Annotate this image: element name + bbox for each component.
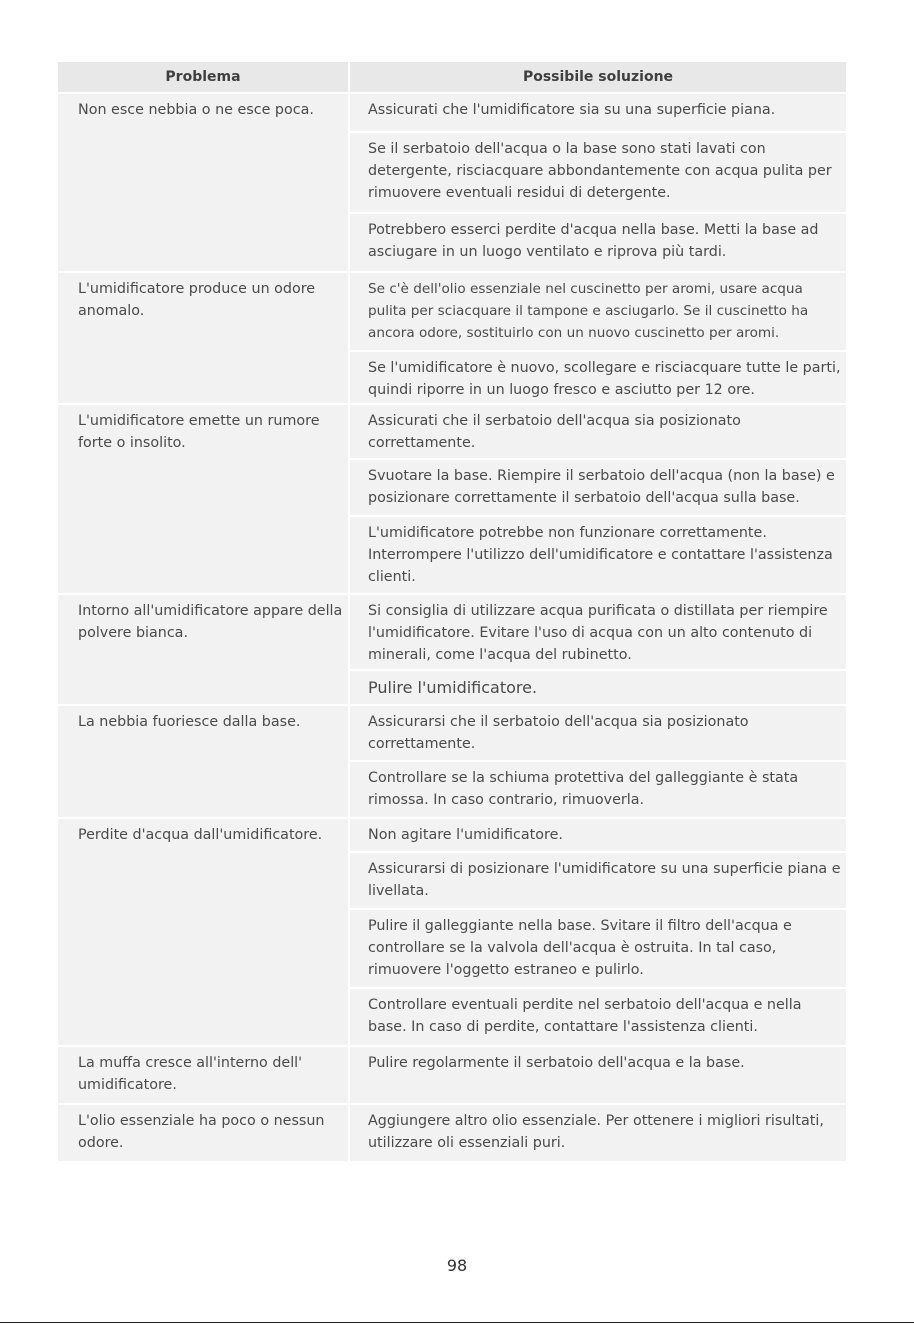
- table-row: [58, 1105, 846, 1161]
- table-row: [58, 94, 846, 271]
- solution-cell: Assicurarsi di posizionare l'umidificatore su una superficie piana e livellata.: [350, 853, 846, 908]
- solution-cell: Pulire il galleggiante nella base. Svitare il filtro dell'acqua e controllare se la valvola dell'acqua è ostruita. In tal caso, rimuovere l'oggetto estraneo e pulirlo.: [350, 910, 846, 987]
- solution-cell: Se il serbatoio dell'acqua o la base sono stati lavati con detergente, risciacquare abbondantemente con acqua pulita per rimuovere eventuali residui di detergente.: [350, 133, 846, 212]
- solution-cell: Assicurarsi che il serbatoio dell'acqua sia posizionato correttamente.: [350, 706, 846, 760]
- solutions-column: [350, 94, 846, 271]
- solutions-column: [350, 405, 846, 593]
- header-problem: Problema: [58, 62, 348, 92]
- table-row: [58, 273, 846, 403]
- problem-cell: Perdite d'acqua dall'umidificatore.: [58, 819, 348, 1045]
- solution-cell: Assicurati che l'umidificatore sia su una superficie piana.: [350, 94, 846, 131]
- solution-cell: Se l'umidificatore è nuovo, scollegare e risciacquare tutte le parti, quindi riporre in un luogo fresco e asciutto per 12 ore.: [350, 352, 846, 403]
- problem-cell: L'olio essenziale ha poco o nessun odore.: [58, 1105, 348, 1161]
- solutions-column: [350, 819, 846, 1045]
- solutions-column: [350, 273, 846, 403]
- solution-cell: Aggiungere altro olio essenziale. Per ottenere i migliori risultati, utilizzare oli essenziali puri.: [350, 1105, 846, 1161]
- solution-cell: Svuotare la base. Riempire il serbatoio dell'acqua (non la base) e posizionare correttamente il serbatoio dell'acqua sulla base.: [350, 460, 846, 515]
- problem-cell: Non esce nebbia o ne esce poca.: [58, 94, 348, 271]
- solution-cell: Assicurati che il serbatoio dell'acqua sia posizionato correttamente.: [350, 405, 846, 458]
- solutions-column: [350, 706, 846, 817]
- table-header: [58, 62, 846, 92]
- problem-cell: Intorno all'umidificatore appare della polvere bianca.: [58, 595, 348, 704]
- solution-cell: Pulire regolarmente il serbatoio dell'acqua e la base.: [350, 1047, 846, 1103]
- problem-cell: L'umidificatore emette un rumore forte o insolito.: [58, 405, 348, 593]
- table-row: [58, 595, 846, 704]
- table-row: [58, 1047, 846, 1103]
- solution-cell: Potrebbero esserci perdite d'acqua nella base. Metti la base ad asciugare in un luogo ventilato e riprova più tardi.: [350, 214, 846, 271]
- solutions-column: [350, 595, 846, 704]
- problem-cell: La nebbia fuoriesce dalla base.: [58, 706, 348, 817]
- solutions-column: [350, 1105, 846, 1161]
- troubleshooting-table: [58, 62, 846, 1163]
- bottom-divider: [0, 1322, 914, 1323]
- table-row: [58, 706, 846, 817]
- problem-cell: La muffa cresce all'interno dell' umidificatore.: [58, 1047, 348, 1103]
- solutions-column: [350, 1047, 846, 1103]
- table-row: [58, 405, 846, 593]
- solution-cell: Controllare se la schiuma protettiva del galleggiante è stata rimossa. In caso contrario, rimuoverla.: [350, 762, 846, 817]
- table-row: [58, 819, 846, 1045]
- problem-cell: L'umidificatore produce un odore anomalo.: [58, 273, 348, 403]
- page-number: 98: [446, 1256, 468, 1275]
- solution-cell: L'umidificatore potrebbe non funzionare correttamente. Interrompere l'utilizzo dell'umidificatore e contattare l'assistenza clienti.: [350, 517, 846, 593]
- solution-cell: Controllare eventuali perdite nel serbatoio dell'acqua e nella base. In caso di perdite, contattare l'assistenza clienti.: [350, 989, 846, 1045]
- solution-cell: Non agitare l'umidificatore.: [350, 819, 846, 851]
- solution-cell: Pulire l'umidificatore.: [350, 671, 846, 704]
- header-solution: Possibile soluzione: [350, 62, 846, 92]
- solution-cell: Si consiglia di utilizzare acqua purificata o distillata per riempire l'umidificatore. Evitare l'uso di acqua con un alto contenuto di minerali, come l'acqua del rubinetto.: [350, 595, 846, 669]
- solution-cell: Se c'è dell'olio essenziale nel cuscinetto per aromi, usare acqua pulita per sciacquare il tampone e asciugarlo. Se il cuscinetto ha ancora odore, sostituirlo con un nuovo cuscinetto per aromi.: [350, 273, 846, 350]
